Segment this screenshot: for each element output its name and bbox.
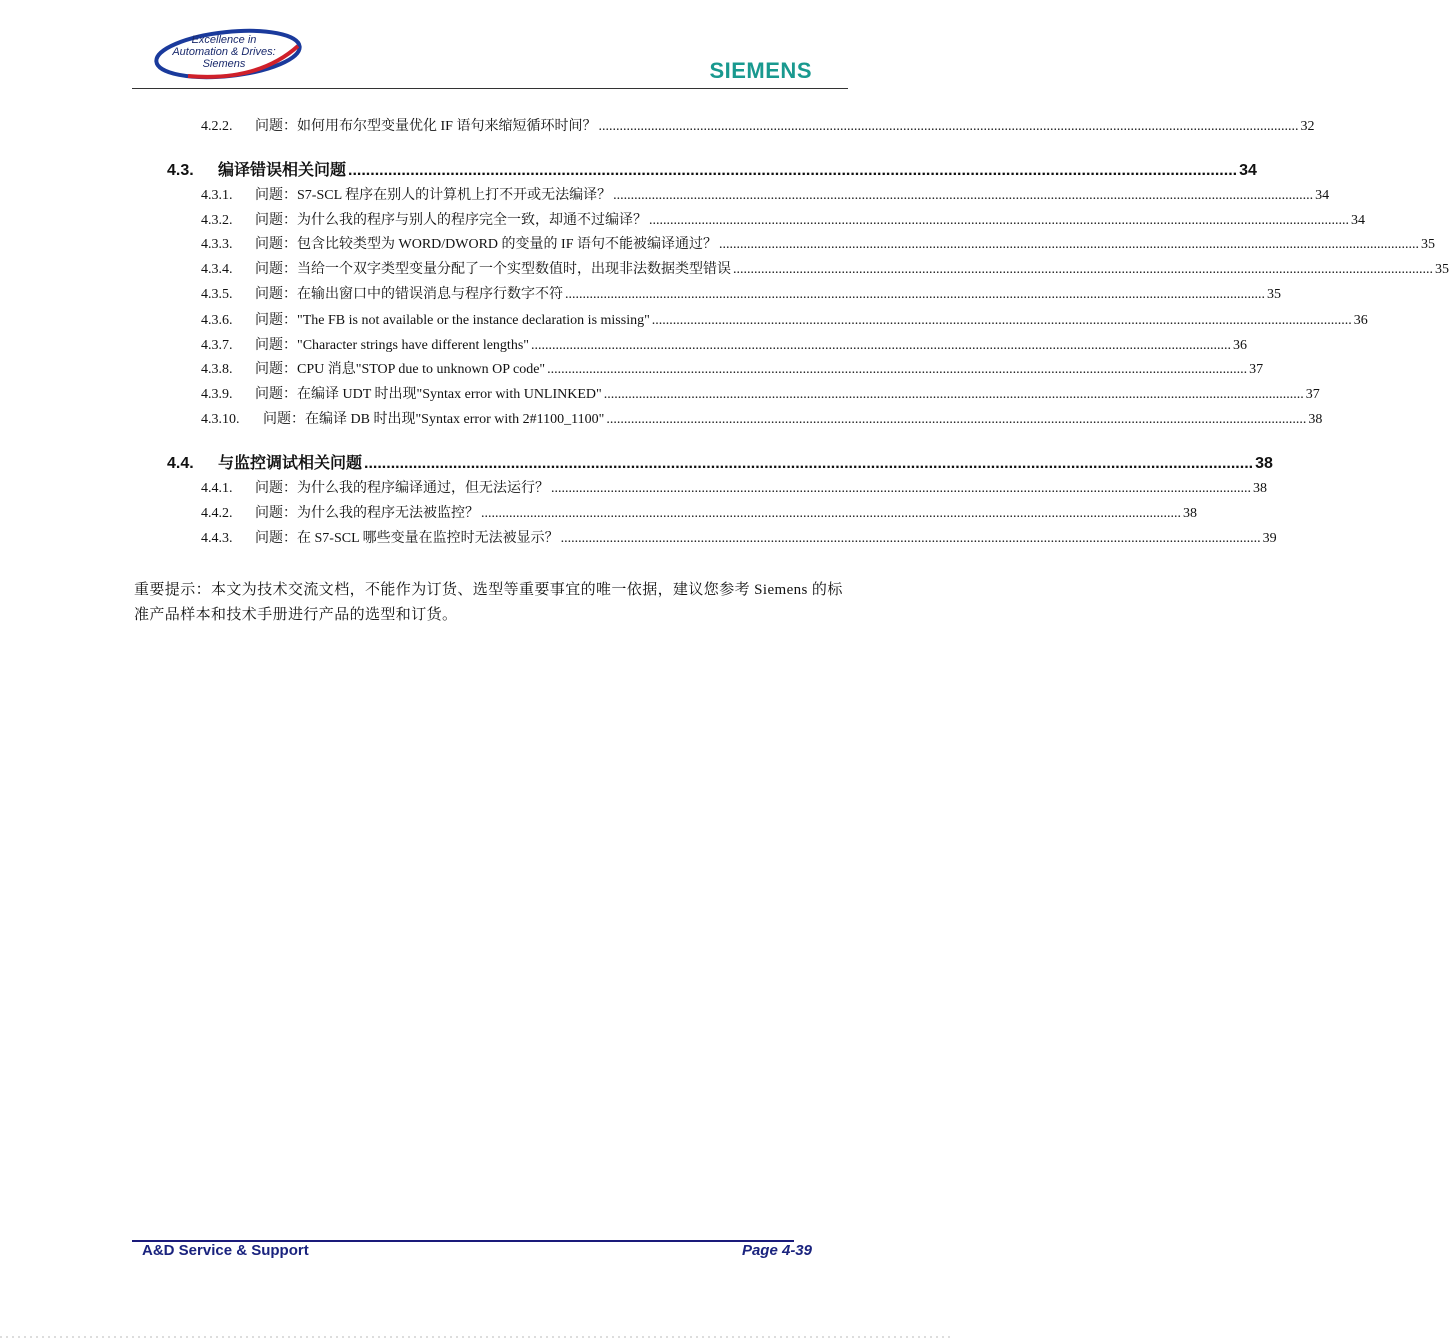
toc-entry[interactable]	[201, 285, 1281, 305]
toc-title: 问题：包含比较类型为 WORD/DWORD 的变量的 IF 语句不能被编译通过？	[255, 237, 717, 252]
toc-page: 34	[1315, 188, 1330, 203]
toc-title: 问题："The FB is not available or the instance declaration is missing"	[255, 313, 650, 328]
toc-leader	[481, 504, 1181, 524]
toc-page: 35	[1421, 237, 1435, 252]
toc-leader	[649, 211, 1349, 231]
toc-page: 39	[1262, 531, 1277, 546]
toc-entry[interactable]	[201, 117, 1315, 137]
toc-leader	[547, 360, 1247, 380]
toc-leader	[348, 160, 1237, 182]
toc-page: 38	[1308, 412, 1323, 427]
toc-entry[interactable]	[201, 211, 1365, 231]
toc-number: 4.3.2.	[201, 213, 233, 228]
page-edge	[0, 1336, 950, 1338]
toc-title: 问题：为什么我的程序编译通过，但无法运行？	[255, 481, 549, 496]
toc-number: 4.3.	[167, 162, 194, 179]
toc-title: 问题：S7-SCL 程序在别人的计算机上打不开或无法编译？	[255, 188, 612, 203]
toc-number: 4.4.2.	[201, 506, 233, 521]
toc-leader	[613, 186, 1313, 206]
toc-number: 4.3.9.	[201, 387, 233, 402]
toc-entry[interactable]	[201, 336, 1247, 356]
toc-leader	[561, 529, 1261, 549]
toc-number: 4.3.7.	[201, 338, 233, 353]
toc-page: 38	[1253, 481, 1267, 496]
toc-number: 4.4.1.	[201, 481, 233, 496]
toc-entry[interactable]	[201, 235, 1435, 255]
toc-number: 4.3.4.	[201, 262, 233, 277]
toc-entry[interactable]	[201, 504, 1197, 524]
page-number: Page 4-39	[741, 1242, 812, 1259]
toc-title: 问题：为什么我的程序与别人的程序完全一致，却通不过编译？	[255, 213, 647, 228]
toc-number: 4.3.3.	[201, 237, 233, 252]
important-notice: 重要提示：本文为技术交流文档，不能作为订货、选型等重要事宜的唯一依据，建议您参考 Siemens 的标准产品样本和技术手册进行产品的选型和订货。	[134, 582, 843, 623]
toc-leader	[551, 479, 1251, 499]
toc-title: 问题：如何用布尔型变量优化 IF 语句来缩短循环时间？	[255, 119, 597, 134]
toc-entry[interactable]	[201, 385, 1320, 405]
toc-number: 4.4.	[167, 455, 194, 472]
toc-leader	[598, 117, 1298, 137]
footer-department: A&D Service & Support	[142, 1242, 309, 1259]
toc-section[interactable]	[167, 453, 1273, 475]
toc-number: 4.4.3.	[201, 531, 233, 546]
toc-page: 32	[1300, 119, 1315, 134]
toc-section[interactable]	[167, 160, 1257, 182]
toc-entry[interactable]	[201, 186, 1330, 206]
toc-title: 问题："Character strings have different lengths"	[255, 338, 529, 353]
toc-title: 编译错误相关问题	[218, 162, 347, 179]
toc-leader	[364, 453, 1253, 475]
toc-page: 35	[1435, 262, 1449, 277]
toc-page: 38	[1183, 506, 1197, 521]
toc-title: 问题：在输出窗口中的错误消息与程序行数字不符	[255, 287, 563, 302]
logo-line-2: Automation & Drives:	[172, 46, 276, 58]
header-divider	[132, 88, 848, 89]
toc-number: 4.3.8.	[201, 362, 233, 377]
toc-number: 4.2.2.	[201, 119, 233, 134]
toc-title: 问题：当给一个双字类型变量分配了一个实型数值时，出现非法数据类型错误	[255, 262, 731, 277]
logo-text	[166, 34, 282, 70]
toc-leader	[733, 260, 1433, 280]
toc-page: 34	[1239, 162, 1257, 179]
toc-page: 36	[1232, 338, 1247, 353]
toc-number: 4.3.10.	[201, 412, 240, 427]
toc-leader	[531, 336, 1231, 356]
toc-entry[interactable]	[201, 360, 1264, 380]
toc-entry[interactable]	[201, 529, 1277, 549]
toc-title: 问题：为什么我的程序无法被监控？	[255, 506, 479, 521]
siemens-brand: SIEMENS	[709, 58, 812, 83]
toc-entry[interactable]	[201, 410, 1323, 430]
toc-entry[interactable]	[201, 479, 1267, 499]
toc-page: 38	[1255, 455, 1273, 472]
toc-page: 36	[1353, 313, 1368, 328]
toc-number: 4.3.1.	[201, 188, 233, 203]
toc-number: 4.3.6.	[201, 313, 233, 328]
toc-leader	[604, 385, 1304, 405]
toc-leader	[719, 235, 1419, 255]
toc-leader	[606, 410, 1306, 430]
toc-title: 问题：在编译 DB 时出现"Syntax error with 2#1100_1100"	[263, 412, 605, 427]
toc-leader	[652, 311, 1352, 331]
toc-page: 37	[1305, 387, 1320, 402]
toc-entry[interactable]	[201, 311, 1368, 331]
toc-entry[interactable]	[201, 260, 1449, 280]
toc-number: 4.3.5.	[201, 287, 233, 302]
toc-page: 34	[1351, 213, 1365, 228]
toc-title: 问题：在 S7-SCL 哪些变量在监控时无法被显示？	[255, 531, 559, 546]
toc-title: 与监控调试相关问题	[218, 455, 363, 472]
toc-title: 问题：在编译 UDT 时出现"Syntax error with UNLINKED"	[255, 387, 602, 402]
toc-page: 37	[1249, 362, 1264, 377]
toc-leader	[565, 285, 1265, 305]
toc-title: 问题：CPU 消息"STOP due to unknown OP code"	[255, 362, 546, 377]
logo-line-3: Siemens	[202, 58, 246, 70]
toc-page: 35	[1267, 287, 1281, 302]
logo-line-1: Excellence in	[191, 34, 257, 46]
